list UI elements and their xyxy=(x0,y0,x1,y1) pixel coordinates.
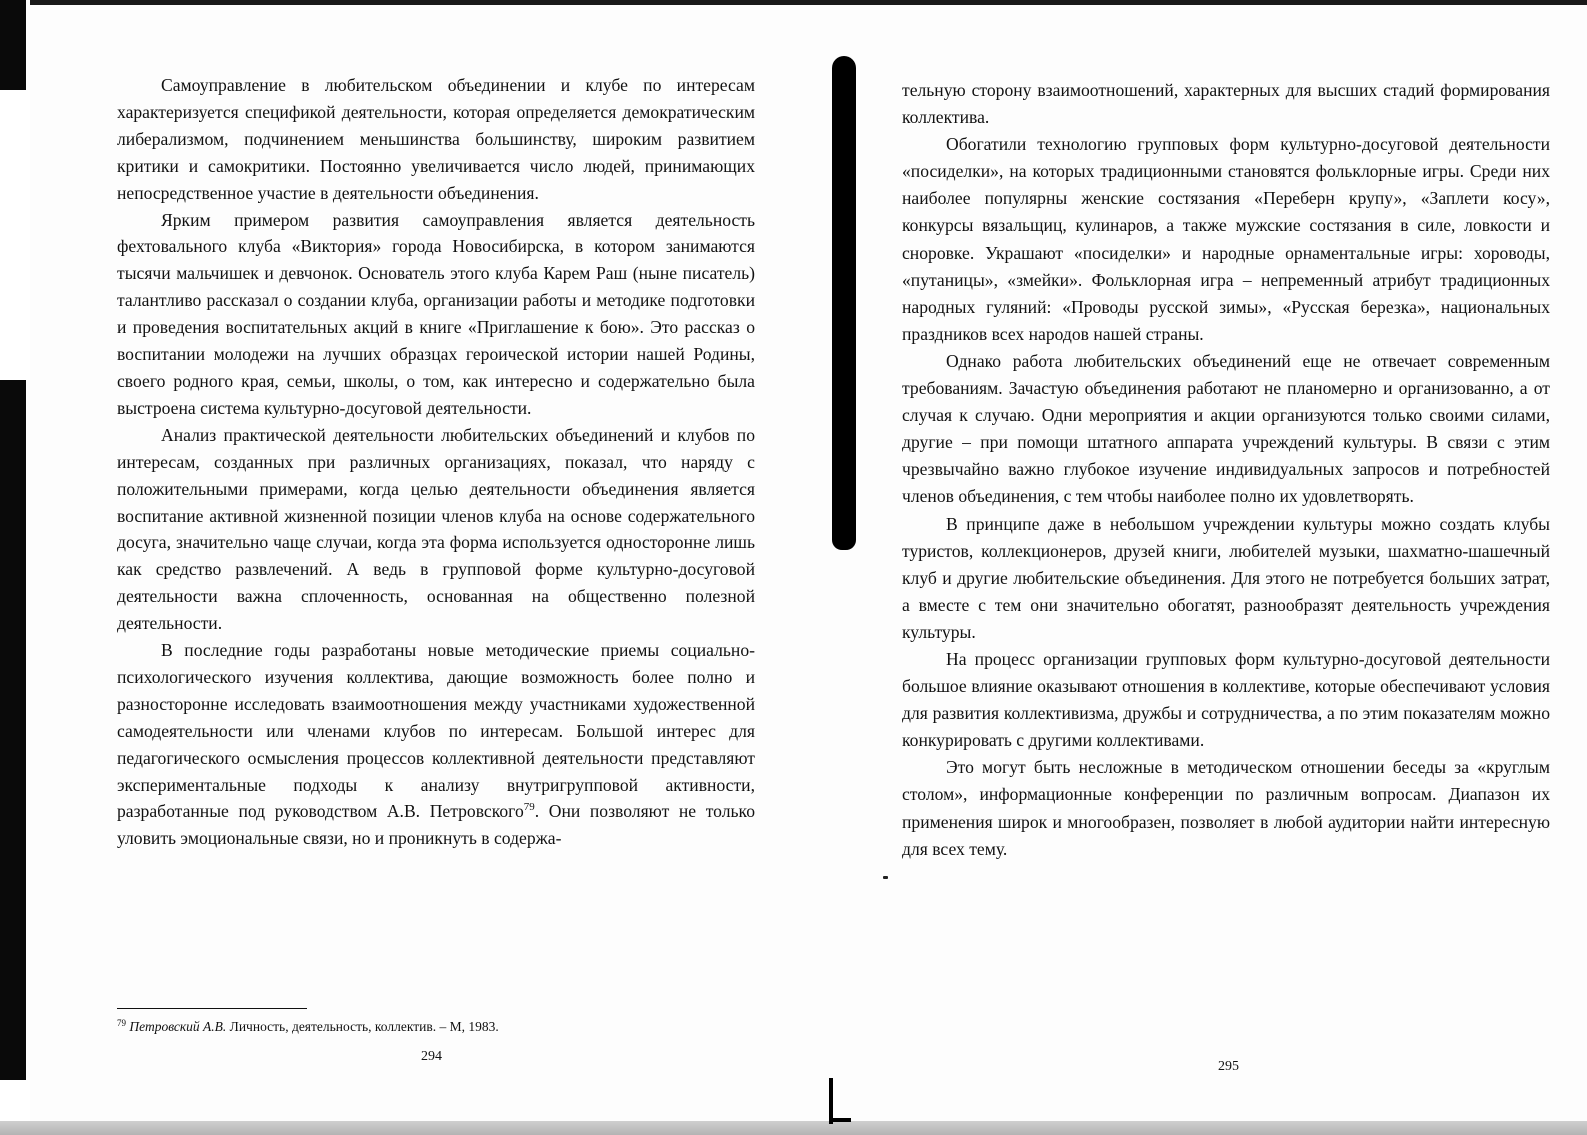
right-paragraph-1: тельную сторону взаимоотношений, характерных для высших стадий формирования коллектива. xyxy=(902,80,1550,128)
left-paragraph-3: Анализ практической деятельности любительских объединений и клубов по интересам, созданных при различных организациях, показал, что наряду с положительными примерами, когда целью деятельности объединения является воспитание активной жизненной позиции членов клуба на основе содержательного досуга, значительно чаще случаи, когда эта форма используется односторонне лишь как средство развлечений. А ведь в групповой форме культурно-досуговой деятельности важна сплоченность, основанная на общественно полезной деятельности. xyxy=(117,424,755,634)
footnote-reference: 79 xyxy=(523,801,535,814)
footnote xyxy=(117,1014,757,1036)
left-paragraph-4-text: В последние годы разработаны новые методические приемы социально-психологического изучения коллектива, дающие возможность более полно и разносторонне исследовать взаимоотношения между участниками художественной самодеятельности или членами клубов по интересам. Большой интерес для педагогического осмысления процессов коллективной деятельности представляют экспериментальные подходы к анализу внутригрупповой активности, разработанные под руководством А.В. Петровского xyxy=(117,640,755,822)
scan-top-edge xyxy=(0,0,1587,5)
right-paragraph-3: Однако работа любительских объединений еще не отвечает современным требованиям. Зачастую объединения работают не планомерно и организованно, а от случая к случаю. Одни мероприятия и акции организуются только своими силами, другие – при помощи штатного аппарата учреждений культуры. В связи с этим чрезвычайно важно глубокое изучение индивидуальных запросов и потребностей членов объединения, с тем чтобы наиболее полно их удовлетворять. xyxy=(902,350,1550,507)
left-page-body xyxy=(117,72,755,852)
footnote-divider xyxy=(117,1008,307,1009)
footnote-text: Личность, деятельность, коллектив. – М, 1983. xyxy=(229,1019,499,1034)
footnote-author: Петровский А.В. xyxy=(129,1019,227,1034)
left-paragraph-4-tail: . Они позволяют не только уловить эмоциональные связи, но и проникнуть в содержа- xyxy=(117,801,755,849)
right-paragraph-4: В принципе даже в небольшом учреждении культуры можно создать клубы туристов, коллекционеров, друзей книги, любителей музыки, шахматно-шашечный клуб и другие любительские объединения. Для этого не потребуется больших затрат, а вместе с тем они значительно обогатят, разнообразят деятельность учреждения культуры. xyxy=(902,513,1550,642)
right-paragraph-5: На процесс организации групповых форм культурно-досуговой деятельности большое влияние оказывают отношения в коллективе, которые обеспечивают условия для развития коллективизма, дружбы и сотрудничества, а по этим показателям можно конкурировать с другими коллективами. xyxy=(902,648,1550,751)
scan-bottom-edge xyxy=(0,1121,1587,1135)
scan-speck xyxy=(883,876,888,879)
scan-left-edge xyxy=(0,0,30,1135)
left-paragraph-4 xyxy=(117,637,755,852)
left-paragraph-1: Самоуправление в любительском объединении и клубе по интересам характеризуется спецификой деятельности, которая определяется демократическим либерализмом, подчинением меньшинства большинству, широким развитием критики и самокритики. Постоянно увеличивается число людей, принимающих непосредственное участие в деятельности объединения. xyxy=(117,75,755,203)
right-page-body xyxy=(902,77,1550,863)
right-page-number: 295 xyxy=(1218,1059,1239,1074)
right-paragraph-6: Это могут быть несложные в методическом отношении беседы за «круглым столом», информационные конференции по различным вопросам. Диапазон их применения широк и многообразен, позволяет в любой аудитории найти интересную для всех тему. xyxy=(902,757,1550,859)
right-paragraph-2: Обогатили технологию групповых форм культурно-досуговой деятельности «посиделки», на которых традиционными становятся фольклорные игры. Среди них наиболее популярны женские состязания «Переберн крупу», «Заплети косу», конкурсы вязальщиц, кулинаров, а также мужские состязания в силе, ловкости и сноровке. Украшают «посиделки» и народные орнаментальные игры: хороводы, «путаницы», «змейки». Фольклорная игра – непременный атрибут традиционных народных гуляний: «Проводы русской зимы», «Русская березка», национальных праздников всех народов нашей страны. xyxy=(902,134,1550,344)
gutter-mark-foot xyxy=(829,1118,851,1122)
left-page-number: 294 xyxy=(421,1049,442,1064)
footnote-number: 79 xyxy=(117,1018,126,1028)
gutter-shadow xyxy=(832,56,856,550)
left-paragraph-2: Ярким примером развития самоуправления является деятельность фехтовального клуба «Виктория» города Новосибирска, в котором занимаются тысячи мальчишек и девчонок. Основатель этого клуба Карем Раш (ныне писатель) талантливо рассказал о создании клуба, организации работы и методике подготовки и проведения воспитательных акций в книге «Приглашение к бою». Это рассказ о воспитании молодежи на лучших образцах героической истории нашей Родины, своего родного края, семьи, школы, о том, как интересно и содержательно была выстроена система культурно-досуговой деятельности. xyxy=(117,209,755,418)
